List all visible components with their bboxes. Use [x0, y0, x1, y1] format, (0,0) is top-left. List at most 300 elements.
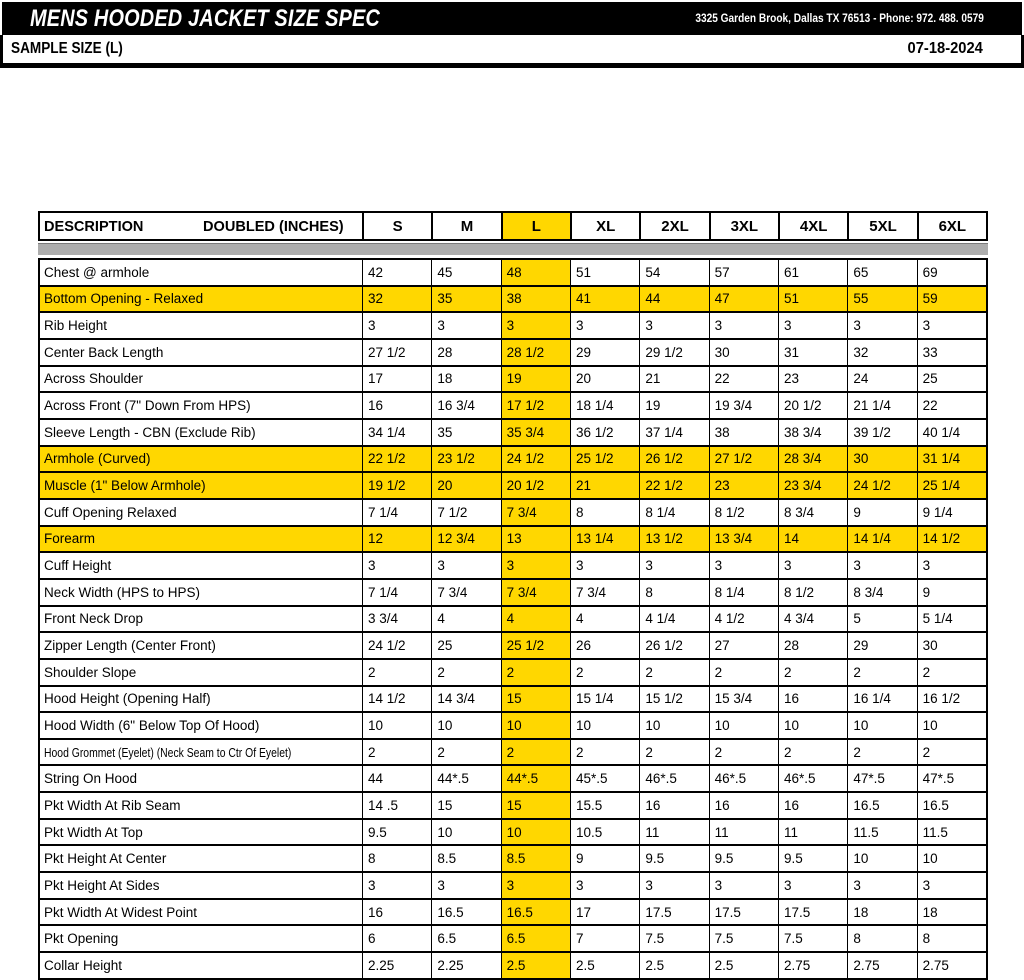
size-value-cell: 10 — [847, 713, 916, 738]
size-value-cell: 3 — [570, 553, 639, 578]
size-value-cell: 2 — [501, 660, 570, 685]
size-value-cell: 19 3/4 — [709, 393, 778, 418]
size-value-cell: 21 — [570, 473, 639, 498]
row-label-cell — [40, 740, 362, 765]
row-label-cell — [40, 313, 362, 338]
size-value-cell: 10 — [501, 820, 570, 845]
row-label: Cuff Opening Relaxed — [44, 504, 177, 520]
size-value-cell: 3 — [917, 313, 986, 338]
size-value-cell: 3 — [362, 553, 431, 578]
row-label: Front Neck Drop — [44, 611, 144, 627]
size-value-cell: 2.5 — [501, 953, 570, 978]
table-row — [38, 607, 988, 634]
size-value-cell: 36 1/2 — [570, 420, 639, 445]
size-value-cell: 42 — [362, 260, 431, 285]
table-row — [38, 873, 988, 900]
size-value-cell: 44*.5 — [501, 766, 570, 791]
size-value-cell: 5 — [847, 607, 916, 632]
size-value-cell: 8 — [917, 926, 986, 951]
size-value-cell: 16.5 — [917, 793, 986, 818]
size-value-cell: 7 3/4 — [501, 580, 570, 605]
column-header-2xl: 2XL — [639, 213, 708, 239]
row-label-cell — [40, 340, 362, 365]
size-value-cell: 13 — [501, 527, 570, 552]
size-value-cell: 2 — [501, 740, 570, 765]
row-label: Collar Height — [44, 957, 123, 973]
size-value-cell: 31 1/4 — [917, 447, 986, 472]
size-value-cell: 11.5 — [847, 820, 916, 845]
size-value-cell: 17 — [570, 900, 639, 925]
size-value-cell: 6.5 — [501, 926, 570, 951]
size-value-cell: 17 — [362, 367, 431, 392]
row-label-cell — [40, 793, 362, 818]
size-value-cell: 3 — [431, 313, 500, 338]
row-label: Hood Width (6" Below Top Of Hood) — [44, 717, 260, 733]
row-label-cell — [40, 900, 362, 925]
size-value-cell: 38 3/4 — [778, 420, 847, 445]
size-value-cell: 47 — [709, 287, 778, 312]
size-value-cell: 12 3/4 — [431, 527, 500, 552]
size-spec-table — [38, 211, 988, 980]
size-value-cell: 35 — [431, 287, 500, 312]
size-value-cell: 4 3/4 — [778, 607, 847, 632]
size-value-cell: 23 1/2 — [431, 447, 500, 472]
size-value-cell: 7 1/4 — [362, 580, 431, 605]
size-value-cell: 2 — [639, 740, 708, 765]
size-value-cell: 15 — [501, 793, 570, 818]
size-value-cell: 8 — [362, 846, 431, 871]
size-value-cell: 2.75 — [778, 953, 847, 978]
table-row — [38, 260, 988, 287]
size-value-cell: 3 — [709, 553, 778, 578]
size-value-cell: 22 1/2 — [362, 447, 431, 472]
size-value-cell: 7.5 — [639, 926, 708, 951]
size-value-cell: 16 1/4 — [847, 687, 916, 712]
size-value-cell: 51 — [570, 260, 639, 285]
size-value-cell: 16 — [709, 793, 778, 818]
size-value-cell: 7 3/4 — [570, 580, 639, 605]
table-row — [38, 447, 988, 474]
size-value-cell: 4 — [431, 607, 500, 632]
size-value-cell: 9 — [570, 846, 639, 871]
size-value-cell: 3 — [917, 873, 986, 898]
size-value-cell: 8 1/2 — [709, 500, 778, 525]
row-label: Bottom Opening - Relaxed — [44, 291, 204, 307]
size-value-cell: 3 — [778, 873, 847, 898]
header-divider — [0, 63, 1024, 68]
size-value-cell: 10 — [431, 713, 500, 738]
size-value-cell: 2 — [431, 740, 500, 765]
size-value-cell: 8 1/4 — [639, 500, 708, 525]
size-value-cell: 24 1/2 — [362, 633, 431, 658]
size-value-cell: 2 — [917, 660, 986, 685]
row-label: Cuff Height — [44, 558, 112, 574]
row-label-cell — [40, 713, 362, 738]
size-value-cell: 2 — [709, 660, 778, 685]
size-value-cell: 2 — [709, 740, 778, 765]
size-value-cell: 28 3/4 — [778, 447, 847, 472]
size-value-cell: 8 1/2 — [778, 580, 847, 605]
size-value-cell: 17.5 — [639, 900, 708, 925]
size-value-cell: 26 1/2 — [639, 633, 708, 658]
size-value-cell: 18 — [917, 900, 986, 925]
table-row — [38, 420, 988, 447]
row-label-cell — [40, 846, 362, 871]
row-label: Chest @ armhole — [44, 264, 150, 280]
size-value-cell: 40 1/4 — [917, 420, 986, 445]
size-value-cell: 2 — [778, 740, 847, 765]
size-value-cell: 24 — [847, 367, 916, 392]
size-value-cell: 10 — [709, 713, 778, 738]
row-label-cell — [40, 687, 362, 712]
size-value-cell: 14 — [778, 527, 847, 552]
size-value-cell: 41 — [570, 287, 639, 312]
size-value-cell: 3 — [362, 313, 431, 338]
size-value-cell: 4 — [501, 607, 570, 632]
row-label: Sleeve Length - CBN (Exclude Rib) — [44, 424, 256, 440]
row-label-cell — [40, 287, 362, 312]
row-label: Zipper Length (Center Front) — [44, 638, 216, 654]
row-label: Pkt Opening — [44, 931, 119, 947]
table-row — [38, 900, 988, 927]
size-value-cell: 30 — [917, 633, 986, 658]
size-value-cell: 33 — [917, 340, 986, 365]
size-value-cell: 7 3/4 — [501, 500, 570, 525]
size-value-cell: 3 — [501, 313, 570, 338]
row-label-cell — [40, 580, 362, 605]
size-value-cell: 38 — [501, 287, 570, 312]
size-value-cell: 51 — [778, 287, 847, 312]
size-value-cell: 3 — [709, 313, 778, 338]
size-value-cell: 22 — [709, 367, 778, 392]
size-value-cell: 16 3/4 — [431, 393, 500, 418]
size-value-cell: 14 1/2 — [917, 527, 986, 552]
size-value-cell: 3 — [501, 873, 570, 898]
column-header-l: L — [501, 213, 570, 239]
size-value-cell: 21 1/4 — [847, 393, 916, 418]
row-label-cell — [40, 527, 362, 552]
size-value-cell: 17 1/2 — [501, 393, 570, 418]
size-value-cell: 28 — [778, 633, 847, 658]
size-value-cell: 17.5 — [778, 900, 847, 925]
size-value-cell: 7 — [570, 926, 639, 951]
row-label-cell — [40, 260, 362, 285]
size-value-cell: 7.5 — [778, 926, 847, 951]
size-value-cell: 2 — [917, 740, 986, 765]
size-value-cell: 22 — [917, 393, 986, 418]
size-value-cell: 17.5 — [709, 900, 778, 925]
size-value-cell: 2.5 — [639, 953, 708, 978]
size-value-cell: 7 1/4 — [362, 500, 431, 525]
column-header-m: M — [431, 213, 500, 239]
size-value-cell: 44 — [362, 766, 431, 791]
row-label-cell — [40, 607, 362, 632]
size-value-cell: 16.5 — [501, 900, 570, 925]
size-value-cell: 2 — [362, 660, 431, 685]
table-row — [38, 287, 988, 314]
row-label: Muscle (1" Below Armhole) — [44, 478, 206, 494]
size-value-cell: 2.75 — [847, 953, 916, 978]
size-value-cell: 2 — [778, 660, 847, 685]
size-value-cell: 34 1/4 — [362, 420, 431, 445]
size-value-cell: 6 — [362, 926, 431, 951]
company-address: 3325 Garden Brook, Dallas TX 76513 - Phone: 972. 488. 0579 — [695, 12, 984, 25]
size-value-cell: 69 — [917, 260, 986, 285]
size-value-cell: 3 — [778, 313, 847, 338]
row-label: Across Shoulder — [44, 371, 144, 387]
size-value-cell: 2 — [847, 660, 916, 685]
size-value-cell: 9 — [847, 500, 916, 525]
size-value-cell: 7.5 — [709, 926, 778, 951]
size-value-cell: 9.5 — [639, 846, 708, 871]
row-label-cell — [40, 553, 362, 578]
size-value-cell: 12 — [362, 527, 431, 552]
size-value-cell: 8 — [639, 580, 708, 605]
size-value-cell: 3 — [639, 313, 708, 338]
size-value-cell: 25 — [431, 633, 500, 658]
size-value-cell: 24 1/2 — [847, 473, 916, 498]
size-value-cell: 10 — [778, 713, 847, 738]
row-label-cell — [40, 633, 362, 658]
size-value-cell: 10 — [362, 713, 431, 738]
size-value-cell: 14 1/2 — [362, 687, 431, 712]
sample-size-label: SAMPLE SIZE (L) — [11, 40, 123, 57]
size-value-cell: 16.5 — [847, 793, 916, 818]
size-value-cell: 4 1/2 — [709, 607, 778, 632]
table-row — [38, 473, 988, 500]
size-value-cell: 13 1/4 — [570, 527, 639, 552]
sub-header-bar — [0, 35, 1024, 63]
size-value-cell: 3 — [431, 873, 500, 898]
size-value-cell: 19 — [639, 393, 708, 418]
row-label: Hood Height (Opening Half) — [44, 691, 211, 707]
size-value-cell: 9.5 — [362, 820, 431, 845]
size-value-cell: 46*.5 — [709, 766, 778, 791]
row-label-cell — [40, 766, 362, 791]
size-value-cell: 31 — [778, 340, 847, 365]
size-value-cell: 10 — [847, 846, 916, 871]
size-value-cell: 27 1/2 — [709, 447, 778, 472]
size-value-cell: 47*.5 — [847, 766, 916, 791]
size-value-cell: 39 1/2 — [847, 420, 916, 445]
table-row — [38, 687, 988, 714]
row-label: Forearm — [44, 531, 96, 547]
size-value-cell: 46*.5 — [639, 766, 708, 791]
table-row — [38, 766, 988, 793]
size-value-cell: 28 — [431, 340, 500, 365]
row-label: Shoulder Slope — [44, 664, 137, 680]
size-value-cell: 2.5 — [570, 953, 639, 978]
size-value-cell: 3 — [570, 873, 639, 898]
column-header-3xl: 3XL — [709, 213, 778, 239]
size-value-cell: 61 — [778, 260, 847, 285]
size-value-cell: 28 1/2 — [501, 340, 570, 365]
size-value-cell: 15 1/2 — [639, 687, 708, 712]
size-value-cell: 2.5 — [709, 953, 778, 978]
size-value-cell: 11 — [639, 820, 708, 845]
size-value-cell: 8.5 — [501, 846, 570, 871]
column-header-xl: XL — [570, 213, 639, 239]
size-value-cell: 3 — [501, 553, 570, 578]
size-value-cell: 3 — [431, 553, 500, 578]
row-label: Armhole (Curved) — [44, 451, 151, 467]
size-value-cell: 8 3/4 — [847, 580, 916, 605]
size-value-cell: 2.25 — [362, 953, 431, 978]
size-value-cell: 22 1/2 — [639, 473, 708, 498]
table-row — [38, 580, 988, 607]
table-row — [38, 527, 988, 554]
size-value-cell: 23 3/4 — [778, 473, 847, 498]
table-row — [38, 793, 988, 820]
size-value-cell: 15 1/4 — [570, 687, 639, 712]
page-title: MENS HOODED JACKET SIZE SPEC — [30, 4, 380, 32]
row-label: Pkt Width At Top — [44, 824, 143, 840]
size-value-cell: 59 — [917, 287, 986, 312]
size-value-cell: 16 — [362, 900, 431, 925]
size-value-cell: 21 — [639, 367, 708, 392]
row-label: Hood Grommet (Eyelet) (Neck Seam to Ctr Of Eyelet) — [44, 744, 292, 760]
size-value-cell: 23 — [709, 473, 778, 498]
size-value-cell: 44 — [639, 287, 708, 312]
size-value-cell: 10 — [917, 846, 986, 871]
size-value-cell: 4 — [570, 607, 639, 632]
size-value-cell: 7 1/2 — [431, 500, 500, 525]
size-value-cell: 9 1/4 — [917, 500, 986, 525]
size-value-cell: 27 — [709, 633, 778, 658]
size-value-cell: 18 — [431, 367, 500, 392]
size-value-cell: 10 — [431, 820, 500, 845]
size-value-cell: 20 — [570, 367, 639, 392]
size-value-cell: 6.5 — [431, 926, 500, 951]
size-value-cell: 20 — [431, 473, 500, 498]
size-value-cell: 3 3/4 — [362, 607, 431, 632]
size-value-cell: 11 — [709, 820, 778, 845]
table-row — [38, 740, 988, 767]
size-value-cell: 25 1/4 — [917, 473, 986, 498]
size-value-cell: 29 — [570, 340, 639, 365]
size-value-cell: 4 1/4 — [639, 607, 708, 632]
size-value-cell: 2 — [639, 660, 708, 685]
size-value-cell: 2 — [847, 740, 916, 765]
size-value-cell: 16 — [639, 793, 708, 818]
table-row — [38, 367, 988, 394]
row-label-cell — [40, 367, 362, 392]
size-value-cell: 65 — [847, 260, 916, 285]
size-value-cell: 15.5 — [570, 793, 639, 818]
size-value-cell: 30 — [709, 340, 778, 365]
row-label-cell — [40, 473, 362, 498]
size-value-cell: 27 1/2 — [362, 340, 431, 365]
table-row — [38, 340, 988, 367]
size-value-cell: 46*.5 — [778, 766, 847, 791]
size-value-cell: 19 1/2 — [362, 473, 431, 498]
row-label: String On Hood — [44, 771, 138, 787]
size-value-cell: 35 3/4 — [501, 420, 570, 445]
size-value-cell: 3 — [778, 553, 847, 578]
table-row — [38, 820, 988, 847]
size-value-cell: 38 — [709, 420, 778, 445]
size-value-cell: 19 — [501, 367, 570, 392]
size-value-cell: 2 — [431, 660, 500, 685]
description-header-cell — [40, 213, 362, 239]
table-row — [38, 660, 988, 687]
size-value-cell: 29 — [847, 633, 916, 658]
size-value-cell: 45 — [431, 260, 500, 285]
size-value-cell: 2.75 — [917, 953, 986, 978]
size-value-cell: 44*.5 — [431, 766, 500, 791]
size-value-cell: 3 — [847, 313, 916, 338]
size-value-cell: 2 — [570, 740, 639, 765]
size-value-cell: 3 — [847, 553, 916, 578]
size-value-cell: 2 — [570, 660, 639, 685]
row-label-cell — [40, 660, 362, 685]
size-value-cell: 15 — [501, 687, 570, 712]
size-value-cell: 25 — [917, 367, 986, 392]
header-bar — [2, 2, 1022, 35]
size-value-cell: 14 1/4 — [847, 527, 916, 552]
size-value-cell: 2.25 — [431, 953, 500, 978]
separator-band — [38, 243, 988, 255]
size-value-cell: 9.5 — [778, 846, 847, 871]
units-header-label: DOUBLED (INCHES) — [203, 217, 344, 235]
size-value-cell: 3 — [847, 873, 916, 898]
size-value-cell: 55 — [847, 287, 916, 312]
size-value-cell: 47*.5 — [917, 766, 986, 791]
size-value-cell: 25 1/2 — [570, 447, 639, 472]
size-value-cell: 37 1/4 — [639, 420, 708, 445]
row-label: Pkt Width At Widest Point — [44, 904, 198, 920]
size-value-cell: 16 — [778, 793, 847, 818]
size-value-cell: 3 — [639, 553, 708, 578]
size-value-cell: 29 1/2 — [639, 340, 708, 365]
size-value-cell: 11 — [778, 820, 847, 845]
row-label: Across Front (7" Down From HPS) — [44, 398, 251, 414]
size-value-cell: 7 3/4 — [431, 580, 500, 605]
size-value-cell: 54 — [639, 260, 708, 285]
row-label-cell — [40, 393, 362, 418]
size-value-cell: 45*.5 — [570, 766, 639, 791]
table-row — [38, 393, 988, 420]
size-value-cell: 9 — [917, 580, 986, 605]
description-header-label: DESCRIPTION — [44, 217, 144, 235]
size-value-cell: 3 — [362, 873, 431, 898]
table-row — [38, 633, 988, 660]
row-label-cell — [40, 420, 362, 445]
size-value-cell: 8 3/4 — [778, 500, 847, 525]
row-label: Center Back Length — [44, 344, 164, 360]
size-value-cell: 35 — [431, 420, 500, 445]
size-value-cell: 57 — [709, 260, 778, 285]
table-row — [38, 313, 988, 340]
size-value-cell: 30 — [847, 447, 916, 472]
size-value-cell: 25 1/2 — [501, 633, 570, 658]
size-value-cell: 18 1/4 — [570, 393, 639, 418]
row-label: Pkt Height At Sides — [44, 877, 160, 893]
size-value-cell: 16 1/2 — [917, 687, 986, 712]
row-label-cell — [40, 926, 362, 951]
table-row — [38, 926, 988, 953]
row-label-cell — [40, 500, 362, 525]
column-header-5xl: 5XL — [847, 213, 916, 239]
column-header-6xl: 6XL — [917, 213, 986, 239]
size-value-cell: 48 — [501, 260, 570, 285]
size-value-cell: 18 — [847, 900, 916, 925]
size-value-cell: 13 1/2 — [639, 527, 708, 552]
size-value-cell: 13 3/4 — [709, 527, 778, 552]
size-value-cell: 10 — [917, 713, 986, 738]
table-body — [38, 258, 988, 980]
row-label-cell — [40, 873, 362, 898]
